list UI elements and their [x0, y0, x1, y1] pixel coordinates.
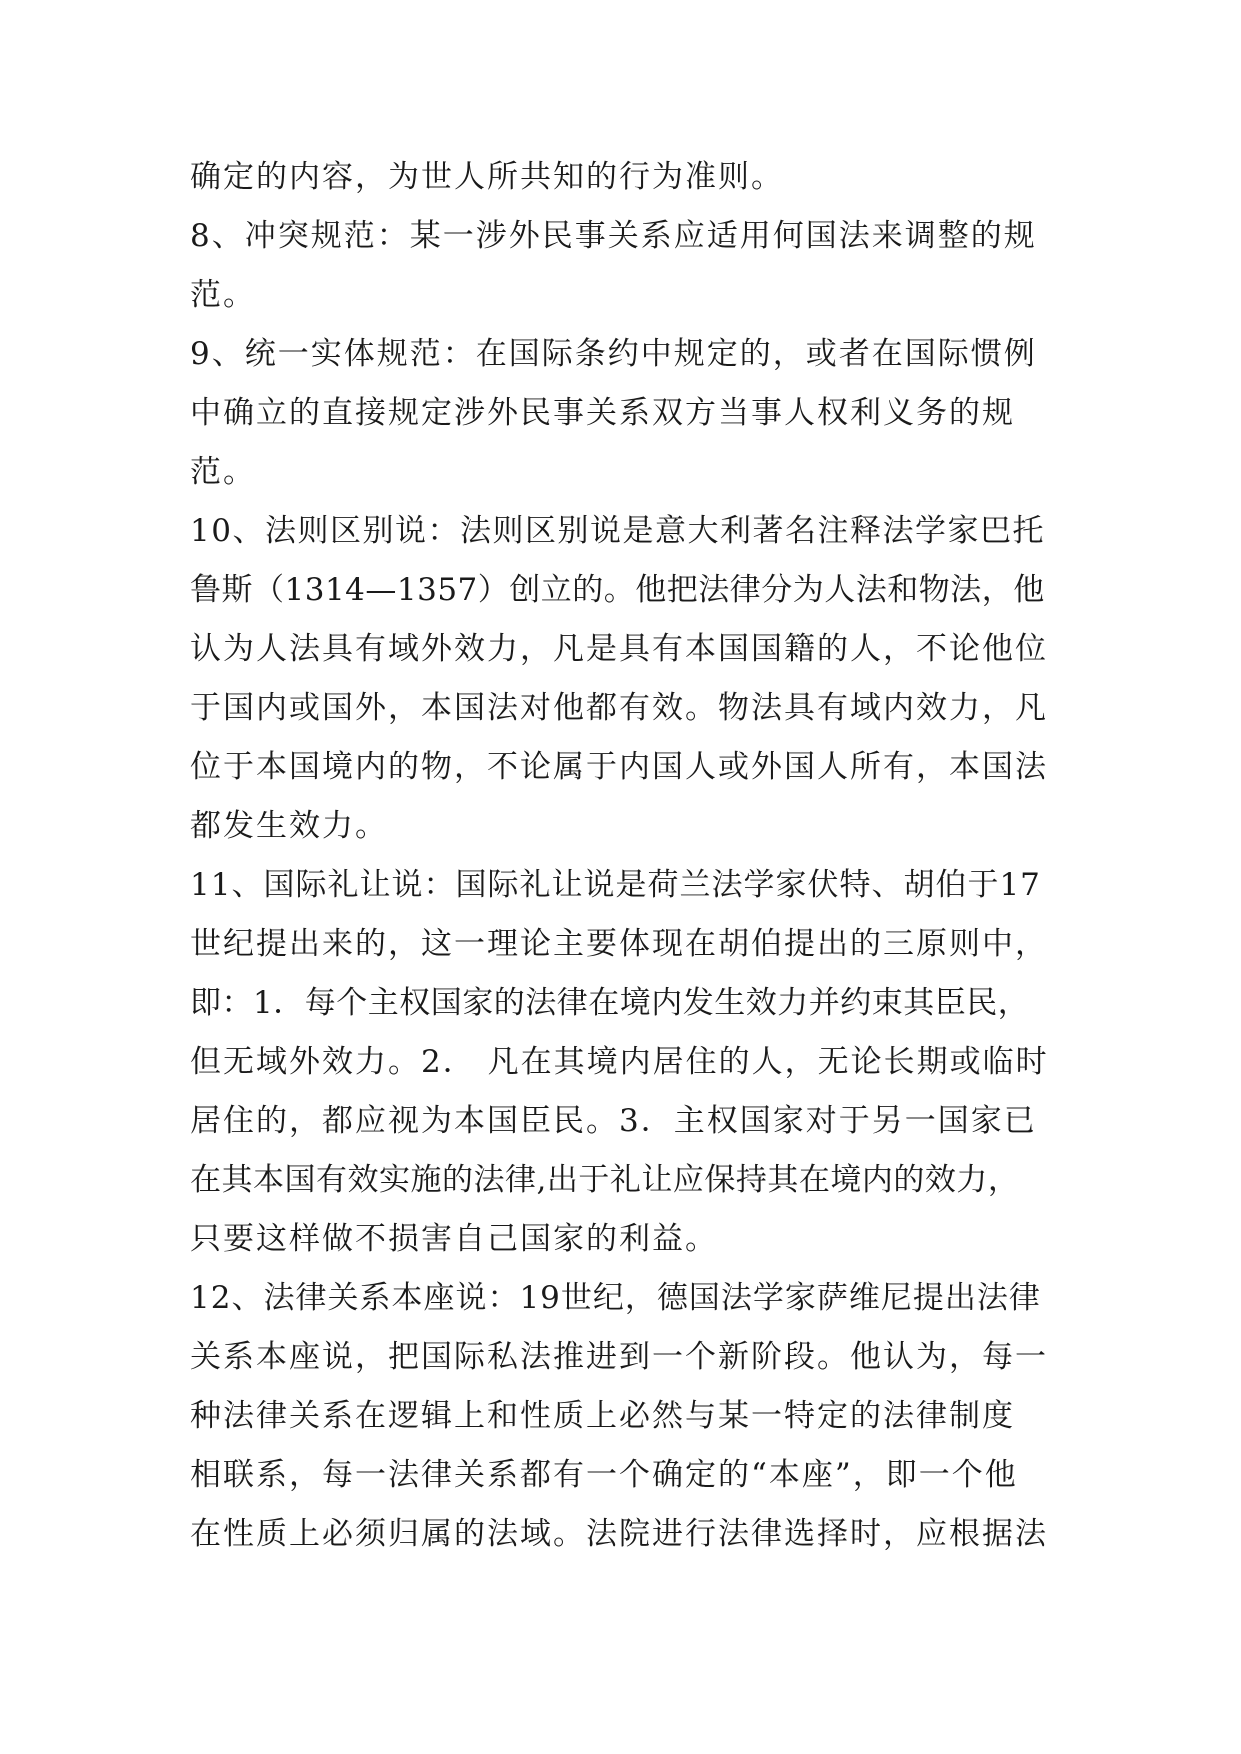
text-line: 相联系，每一法律关系都有一个确定的“本座”，即一个他: [190, 1457, 1018, 1493]
text-line: 在性质上必须归属的法域。法院进行法律选择时，应根据法: [190, 1516, 1048, 1552]
text-line: 8、冲突规范：某一涉外民事关系应适用何国法来调整的规: [190, 218, 1037, 254]
text-line: 中确立的直接规定涉外民事关系双方当事人权利义务的规: [190, 395, 1015, 431]
text-line: 但无域外效力。2． 凡在其境内居住的人，无论长期或临时: [190, 1044, 1049, 1080]
text-line: 即：1．每个主权国家的法律在境内发生效力并约束其臣民，: [190, 985, 1030, 1021]
text-line: 都发生效力。: [190, 808, 388, 844]
text-line: 范。: [190, 454, 256, 490]
text-line: 在其本国有效实施的法律,出于礼让应保持其在境内的效力，: [190, 1162, 1020, 1198]
text-line: 认为人法具有域外效力，凡是具有本国国籍的人，不论他位: [190, 631, 1048, 667]
text-line: 只要这样做不损害自己国家的利益。: [190, 1221, 718, 1257]
text-line: 10、法则区别说：法则区别说是意大利著名注释法学家巴托: [190, 513, 1045, 549]
document-body: [190, 148, 1050, 1564]
text-line: 世纪提出来的，这一理论主要体现在胡伯提出的三原则中，: [190, 926, 1048, 962]
text-line: 9、统一实体规范：在国际条约中规定的，或者在国际惯例: [190, 336, 1037, 372]
text-line: 关系本座说，把国际私法推进到一个新阶段。他认为，每一: [190, 1339, 1048, 1375]
text-line: 于国内或国外，本国法对他都有效。物法具有域内效力，凡: [190, 690, 1048, 726]
text-line: 12、法律关系本座说：19世纪，德国法学家萨维尼提出法律: [190, 1280, 1041, 1316]
text-line: 位于本国境内的物，不论属于内国人或外国人所有，本国法: [190, 749, 1048, 785]
text-line: 确定的内容，为世人所共知的行为准则。: [190, 159, 784, 195]
text-line: 种法律关系在逻辑上和性质上必然与某一特定的法律制度: [190, 1398, 1015, 1434]
text-line: 居住的，都应视为本国臣民。3．主权国家对于另一国家已: [190, 1103, 1037, 1139]
text-line: 11、国际礼让说：国际礼让说是荷兰法学家伏特、胡伯于17: [190, 867, 1041, 903]
text-line: 范。: [190, 277, 256, 313]
text-line: 鲁斯（1314—1357）创立的。他把法律分为人法和物法，他: [190, 572, 1045, 608]
